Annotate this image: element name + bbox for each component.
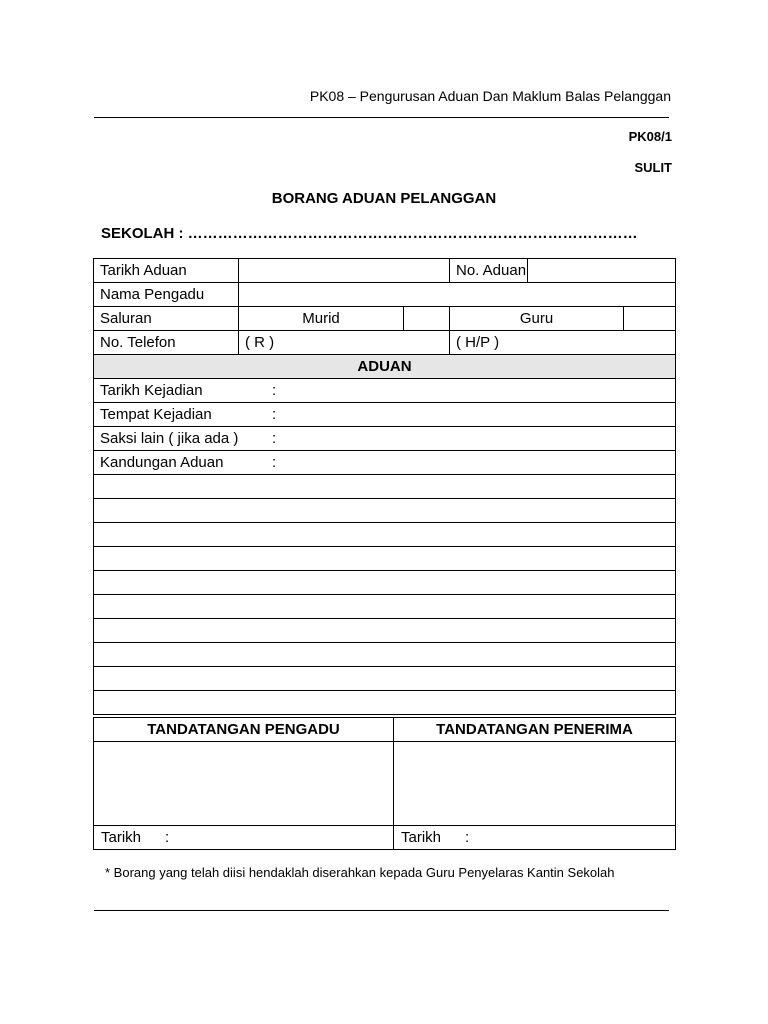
footnote: * Borang yang telah diisi hendaklah diserahkan kepada Guru Penyelaras Kantin Sekolah <box>105 865 615 880</box>
footer-rule <box>94 910 669 911</box>
form-title: BORANG ADUAN PELANGGAN <box>271 190 497 207</box>
tarikh-label: Tarikh <box>401 829 442 846</box>
complaint-form-table <box>93 258 676 715</box>
table-row <box>94 355 676 379</box>
table-row <box>94 619 676 643</box>
kandungan-line[interactable] <box>94 619 676 643</box>
signature-penerima-box[interactable] <box>394 742 676 826</box>
table-row <box>94 307 676 331</box>
guru-label: Guru <box>450 307 624 331</box>
tarikh-pengadu-field[interactable] <box>94 826 394 850</box>
table-row <box>94 379 676 403</box>
nama-pengadu-label: Nama Pengadu <box>94 283 239 307</box>
kandungan-line[interactable] <box>94 691 676 715</box>
tarikh-kejadian-field[interactable] <box>94 379 676 403</box>
tarikh-label: Tarikh <box>101 829 142 846</box>
signature-pengadu-box[interactable] <box>94 742 394 826</box>
signature-penerima-heading: TANDATANGAN PENERIMA <box>394 718 676 742</box>
kandungan-line[interactable] <box>94 643 676 667</box>
table-row <box>94 742 676 826</box>
kandungan-line[interactable] <box>94 523 676 547</box>
table-row <box>94 403 676 427</box>
table-row <box>94 259 676 283</box>
nama-pengadu-field[interactable] <box>239 283 676 307</box>
table-row <box>94 451 676 475</box>
doc-code: PK08/1 <box>628 129 672 144</box>
colon: : <box>465 829 470 846</box>
colon: : <box>272 406 277 423</box>
table-row <box>94 643 676 667</box>
school-field[interactable]: SEKOLAH : ……………………………………………………………………………… <box>101 225 638 242</box>
table-row <box>94 283 676 307</box>
murid-label: Murid <box>239 307 404 331</box>
kandungan-line[interactable] <box>94 475 676 499</box>
classification-label: SULIT <box>634 160 672 175</box>
table-row <box>94 331 676 355</box>
telefon-rumah-field[interactable]: ( R ) <box>239 331 450 355</box>
table-row <box>94 499 676 523</box>
kandungan-line[interactable] <box>94 499 676 523</box>
table-row <box>94 691 676 715</box>
kandungan-line[interactable] <box>94 595 676 619</box>
table-row <box>94 718 676 742</box>
table-row <box>94 523 676 547</box>
tempat-kejadian-label: Tempat Kejadian <box>100 406 212 423</box>
kandungan-line[interactable] <box>94 571 676 595</box>
colon: : <box>165 829 170 846</box>
signature-table <box>93 717 676 850</box>
table-row <box>94 571 676 595</box>
colon: : <box>272 430 277 447</box>
saksi-lain-label: Saksi lain ( jika ada ) <box>100 430 239 447</box>
kandungan-aduan-label: Kandungan Aduan <box>100 454 224 471</box>
saluran-label: Saluran <box>94 307 239 331</box>
aduan-heading: ADUAN <box>94 355 676 379</box>
table-row <box>94 667 676 691</box>
tempat-kejadian-field[interactable] <box>94 403 676 427</box>
no-telefon-label: No. Telefon <box>94 331 239 355</box>
no-aduan-field[interactable] <box>528 259 676 283</box>
kandungan-aduan-field[interactable] <box>94 451 676 475</box>
tarikh-aduan-field[interactable] <box>239 259 450 283</box>
table-row <box>94 427 676 451</box>
header-title: PK08 – Pengurusan Aduan Dan Maklum Balas Pelanggan <box>309 88 671 104</box>
header-rule <box>94 117 669 118</box>
kandungan-line[interactable] <box>94 667 676 691</box>
table-row <box>94 475 676 499</box>
saksi-lain-field[interactable] <box>94 427 676 451</box>
telefon-hp-field[interactable]: ( H/P ) <box>450 331 676 355</box>
kandungan-line[interactable] <box>94 547 676 571</box>
table-row <box>94 826 676 850</box>
guru-checkbox[interactable] <box>624 307 676 331</box>
table-row <box>94 595 676 619</box>
colon: : <box>272 382 277 399</box>
murid-checkbox[interactable] <box>404 307 450 331</box>
table-row <box>94 547 676 571</box>
no-aduan-label: No. Aduan <box>450 259 528 283</box>
colon: : <box>272 454 277 471</box>
tarikh-penerima-field[interactable] <box>394 826 676 850</box>
signature-pengadu-heading: TANDATANGAN PENGADU <box>94 718 394 742</box>
tarikh-kejadian-label: Tarikh Kejadian <box>100 382 203 399</box>
tarikh-aduan-label: Tarikh Aduan <box>94 259 239 283</box>
